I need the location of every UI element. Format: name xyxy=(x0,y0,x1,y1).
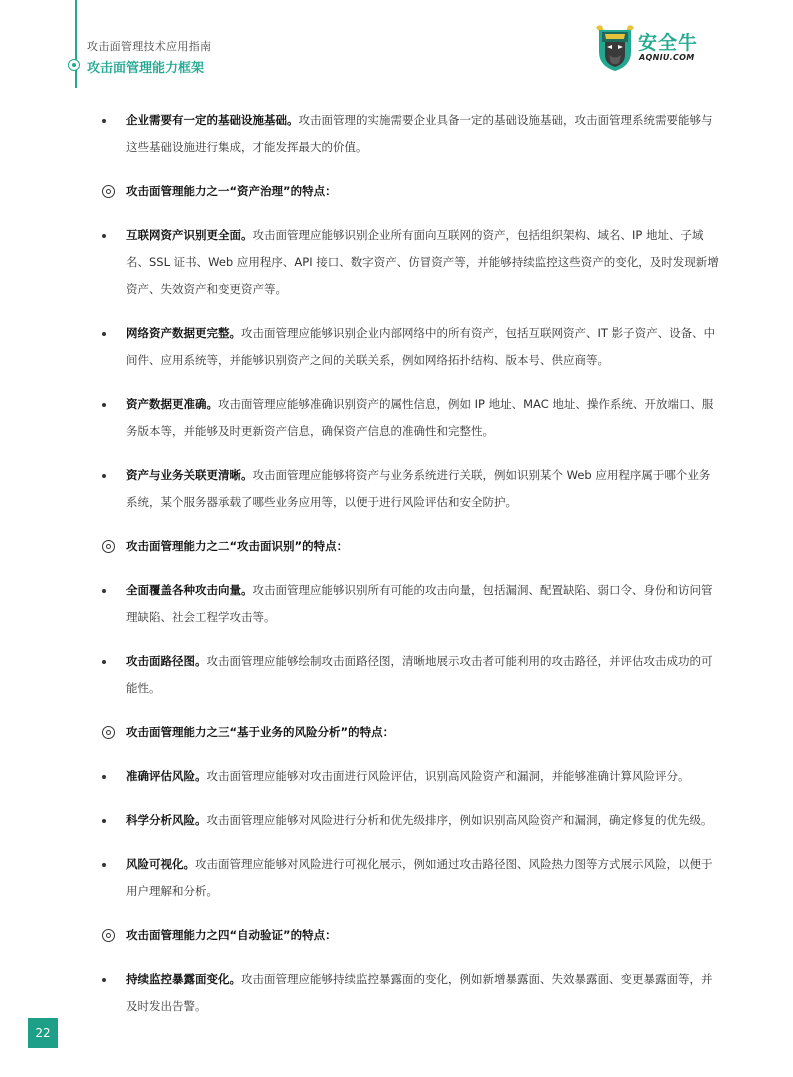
item-text: 攻击面管理应能够对风险进行分析和优先级排序，例如识别高风险资产和漏洞，确定修复的优先级。 xyxy=(206,813,713,827)
bullet-icon xyxy=(102,863,106,867)
bullet-icon xyxy=(102,978,106,982)
double-circle-icon xyxy=(102,726,115,739)
item-heading: 网络资产数据更完整。 xyxy=(126,326,241,340)
item-text: 攻击面管理应能够识别企业内部网络中的所有资产，包括互联网资产、IT 影子资产、设备、中间件、应用系统等，并能够识别资产之间的关联关系，例如网络拓扑结构、版本号、供应商等。 xyxy=(126,326,716,367)
bullet-item xyxy=(102,648,720,702)
section-heading-text: 攻击面管理能力之四“自动验证”的特点： xyxy=(126,928,337,942)
section-title: 攻击面管理能力框架 xyxy=(87,61,205,76)
bullet-icon xyxy=(102,660,106,664)
bullet-item xyxy=(102,807,720,834)
item-heading: 风险可视化。 xyxy=(126,857,195,871)
item-heading: 全面覆盖各种攻击向量。 xyxy=(126,583,253,597)
bullet-item xyxy=(102,462,720,516)
bullet-item xyxy=(102,222,720,303)
page-content xyxy=(102,107,720,1037)
section-heading xyxy=(102,533,720,560)
item-heading: 资产数据更准确。 xyxy=(126,397,218,411)
item-text: 攻击面管理应能够对风险进行可视化展示，例如通过攻击路径图、风险热力图等方式展示风险，以便于用户理解和分析。 xyxy=(126,857,713,898)
bullet-icon xyxy=(102,403,106,407)
bullet-icon xyxy=(102,589,106,593)
bullet-icon xyxy=(102,775,106,779)
double-circle-icon xyxy=(102,929,115,942)
bullet-item xyxy=(102,851,720,905)
section-heading-text: 攻击面管理能力之三“基于业务的风险分析”的特点： xyxy=(126,725,395,739)
bullet-item xyxy=(102,577,720,631)
bullet-icon xyxy=(102,234,106,238)
bullet-icon xyxy=(102,119,106,123)
item-text: 攻击面管理应能够绘制攻击面路径图，清晰地展示攻击者可能利用的攻击路径，并评估攻击成功的可能性。 xyxy=(126,654,713,695)
double-circle-icon xyxy=(102,185,115,198)
double-circle-icon xyxy=(102,540,115,553)
item-heading: 企业需要有一定的基础设施基础。 xyxy=(126,113,299,127)
section-heading xyxy=(102,178,720,205)
bullet-item xyxy=(102,107,720,161)
logo-text: 安全牛 xyxy=(638,32,699,54)
item-text: 攻击面管理应能够准确识别资产的属性信息，例如 IP 地址、MAC 地址、操作系统、开放端口、服务版本等，并能够及时更新资产信息，确保资产信息的准确性和完整性。 xyxy=(126,397,714,438)
section-dot-icon xyxy=(68,59,80,71)
item-text: 攻击面管理应能够识别所有可能的攻击向量，包括漏洞、配置缺陷、弱口令、身份和访问管理缺陷、社会工程学攻击等。 xyxy=(126,583,713,624)
bullet-item xyxy=(102,320,720,374)
page-number: 22 xyxy=(28,1018,58,1048)
item-text: 攻击面管理应能够持续监控暴露面的变化，例如新增暴露面、失效暴露面、变更暴露面等，并及时发出告警。 xyxy=(126,972,713,1013)
bullet-icon xyxy=(102,474,106,478)
item-heading: 持续监控暴露面变化。 xyxy=(126,972,241,986)
bullet-item xyxy=(102,763,720,790)
bullet-icon xyxy=(102,332,106,336)
bullet-item xyxy=(102,391,720,445)
item-text: 攻击面管理应能够识别企业所有面向互联网的资产，包括组织架构、域名、IP 地址、子域名、SSL 证书、Web 应用程序、API 接口、数字资产、仿冒资产等，并能够持续监控这些资产的变化，及时发现新增资产、失效资产和变更资产等。 xyxy=(126,228,719,296)
brand-logo xyxy=(594,22,704,74)
item-heading: 攻击面路径图。 xyxy=(126,654,207,668)
section-heading xyxy=(102,719,720,746)
bull-mascot-icon xyxy=(594,22,636,72)
item-text: 攻击面管理应能够将资产与业务系统进行关联，例如识别某个 Web 应用程序属于哪个业务系统，某个服务器承载了哪些业务应用等，以便于进行风险评估和安全防护。 xyxy=(126,468,711,509)
item-heading: 资产与业务关联更清晰。 xyxy=(126,468,253,482)
document-subtitle: 攻击面管理技术应用指南 xyxy=(87,40,212,53)
bullet-icon xyxy=(102,819,106,823)
item-heading: 科学分析风险。 xyxy=(126,813,207,827)
item-text: 攻击面管理应能够对攻击面进行风险评估，识别高风险资产和漏洞，并能够准确计算风险评分。 xyxy=(206,769,690,783)
item-heading: 互联网资产识别更全面。 xyxy=(126,228,253,242)
bullet-item xyxy=(102,966,720,1020)
section-heading-text: 攻击面管理能力之一“资产治理”的特点： xyxy=(126,184,337,198)
section-heading xyxy=(102,922,720,949)
logo-subtext: AQNIU.COM xyxy=(639,53,695,62)
section-heading-text: 攻击面管理能力之二“攻击面识别”的特点： xyxy=(126,539,349,553)
header-vertical-line xyxy=(75,0,77,88)
item-text: 攻击面管理的实施需要企业具备一定的基础设施基础，攻击面管理系统需要能够与这些基础设施进行集成，才能发挥最大的价值。 xyxy=(126,113,713,154)
item-heading: 准确评估风险。 xyxy=(126,769,207,783)
